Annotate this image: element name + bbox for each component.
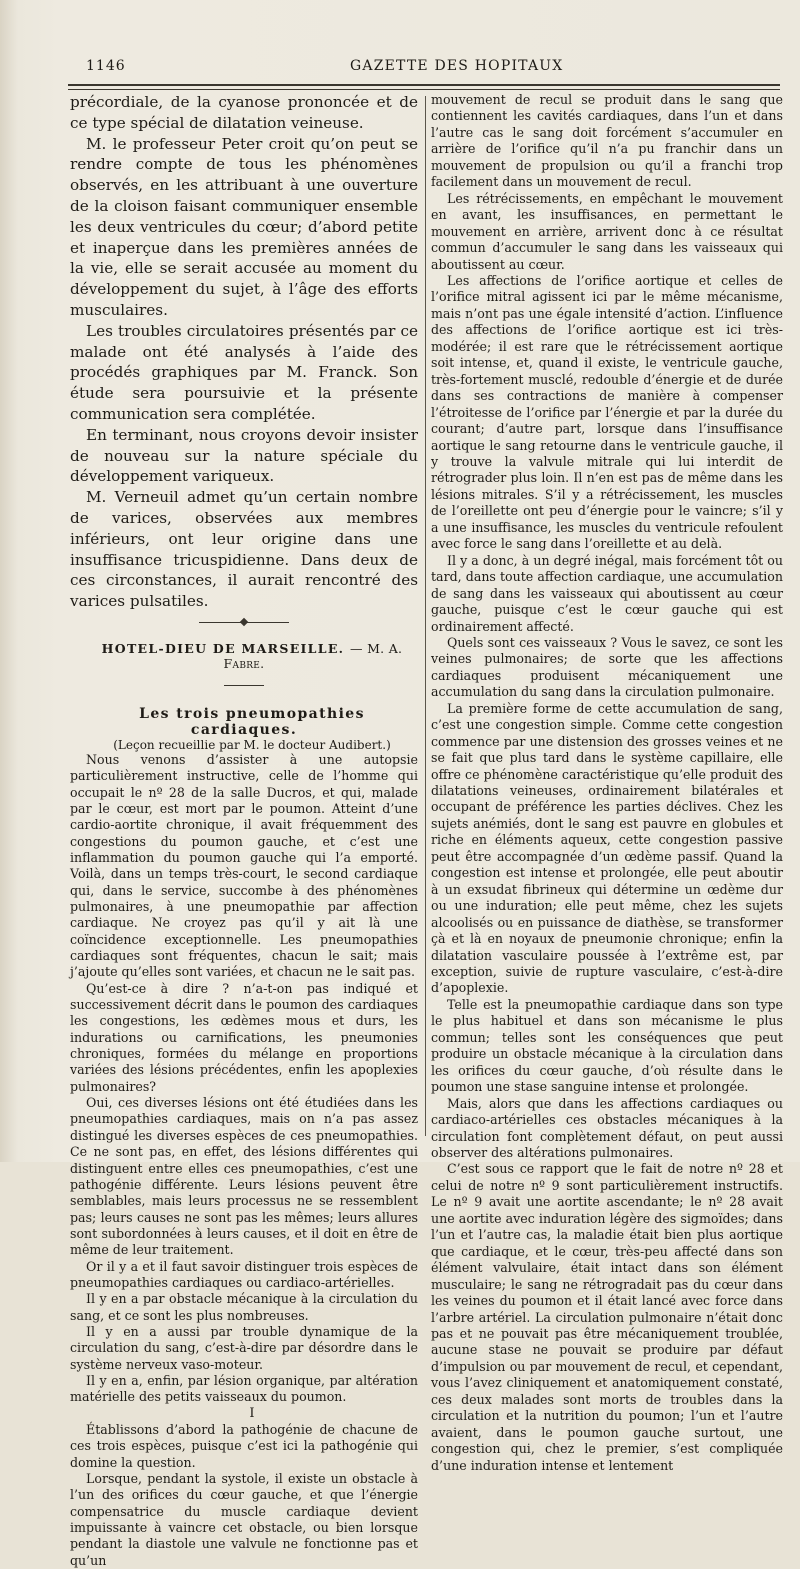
section-heading: [70, 641, 418, 671]
paragraph: Nous venons d’assister à une autopsie particulièrement instructive, celle de l’homme qui occupait le nº 28 de la salle Ducros, et qui, malade par le cœur, est mort par le poumon. Atteint d’une cardio-aortite chronique, il avait fréquemment des congestions du poumon gauche, et c’est une inflammation du poumon gauche qui l’a emporté. Voilà, dans un temps très-court, le second cardiaque qui, dans le service, succombe à des phénomènes pulmonaires, à une pneumopathie par affection cardiaque. Ne croyez pas qu’il y ait là une coïncidence exceptionnelle. Les pneumopathies cardiaques sont fréquentes, chacun le sait; mais j’ajoute qu’elles sont variées, et chacun ne le sait pas.: [70, 751, 418, 980]
paragraph: Or il y a et il faut savoir distinguer trois espèces de pneumopathies cardiaques ou cardiaco-artérielles.: [70, 1258, 418, 1290]
paragraph: Les troubles circulatoires présentés par ce malade ont été analysés à l’aide des procédés graphiques par M. Franck. Son étude sera poursuivie et la présente communication sera complétée.: [70, 321, 418, 423]
right-column: [431, 92, 783, 1474]
paragraph: Oui, ces diverses lésions ont été étudiées dans les pneumopathies cardiaques, mais on n’a pas assez distingué les diverses espèces de ces pneumopathies. Ce ne sont pas, en effet, des lésions différentes qui distinguent entre elles ces pneumopathies, c’est une pathogénie différente. Leurs lésions peuvent être semblables, mais leurs processus ne se ressemblent pas; leurs causes ne sont pas les mêmes; leurs allures sont subordonnées à leurs causes, et il doit en être de même de leur traitement.: [70, 1095, 418, 1258]
paragraph: Les affections de l’orifice aortique et celles de l’orifice mitral agissent ici par le même mécanisme, mais n’ont pas une égale intensité d’action. L’influence des affections de l’orifice aortique est ici très-modérée; il est rare que le rétrécissement aortique soit intense, et, quand il existe, le ventricule gauche, très-fortement musclé, redouble d’énergie et de durée dans ses contractions de manière à compenser l’étroitesse de l’orifice par l’énergie et par la durée du courant; d’autre part, lorsque dans l’insuffisance aortique le sang retourne dans le ventricule gauche, il y trouve la valvule mitrale qui lui interdit de rétrograder plus loin. Il n’en est pas de même dans les lésions mitrales. S’il y a rétrécissement, les muscles de l’oreillette ont peu d’énergie pour le vaincre; s’il y a une insuffisance, les muscles du ventricule refoulent avec force le sang dans l’oreillette et au delà.: [431, 272, 783, 552]
paragraph: Il y a donc, à un degré inégal, mais forcément tôt ou tard, dans toute affection cardiaque, une accumulation de sang dans les vaisseaux qui aboutissent au cœur gauche, puisque c’est le cœur gauche qui est ordinairement affecté.: [431, 552, 783, 634]
paragraph: La première forme de cette accumulation de sang, c’est une congestion simple. Comme cette congestion commence par une distension des grosses veines et ne se fait que plus tard dans le système capillaire, elle offre ce phénomène caractéristique qu’elle produit des dilatations veineuses, ordinairement bilatérales et occupant de préférence les parties déclives. Chez les sujets anémiés, dont le sang est pauvre en globules et riche en éléments aqueux, cette congestion passive peut être accompagnée d’un œdème passif. Quand la congestion est intense et prolongée, elle peut aboutir à un exsudat fibrineux qui détermine un œdème dur ou une induration; elle peut même, chez les sujets alcoolisés ou en puissance de diathèse, se transformer çà et là en noyaux de pneumonie chronique; enfin la dilatation vasculaire poussée à l’extrême est, par exception, suivie de rupture vasculaire, c’est-à-dire d’apoplexie.: [431, 700, 783, 996]
paragraph: En terminant, nous croyons devoir insister de nouveau sur la nature spéciale du développement variqueux.: [70, 425, 418, 486]
paragraph: Il y en a par obstacle mécanique à la circulation du sang, et ce sont les plus nombreuses.: [70, 1291, 418, 1323]
journal-title: GAZETTE DES HOPITAUX: [350, 58, 564, 74]
paragraph: mouvement de recul se produit dans le sang que contiennent les cavités cardiaques, dans l’un et dans l’autre cas le sang doit forcément s’accumuler en arrière de l’orifice qu’il n’a pu franchir dans un mouvement de propulsion ou qu’il a franchi trop facilement dans un mouvement de recul.: [431, 92, 783, 190]
column-divider: [425, 96, 426, 1136]
left-column: [70, 92, 418, 1569]
top-section: [70, 92, 418, 612]
paragraph: Telle est la pneumopathie cardiaque dans son type le plus habituel et dans son mécanisme le plus commun; telles sont les conséquences que peut produire un obstacle mécanique à la circulation dans les orifices du cœur gauche, d’où résulte dans le poumon une stase sanguine intense et prolongée.: [431, 996, 783, 1095]
paragraph: Qu’est-ce à dire ? n’a-t-on pas indiqué et successivement décrit dans le poumon des cardiaques les congestions, les œdèmes mous et durs, les indurations ou carnifications, les pneumonies chroniques, formées du mélange en proportions variées des lésions précédentes, enfin les apoplexies pulmonaires?: [70, 980, 418, 1094]
paragraph: précordiale, de la cyanose prononcée et de ce type spécial de dilatation veineuse.: [70, 93, 418, 132]
section-heading-title: HOTEL-DIEU DE MARSEILLE.: [101, 640, 345, 656]
header-rule-thin: [68, 89, 780, 90]
paragraph: Lorsque, pendant la systole, il existe un obstacle à l’un des orifices du cœur gauche, et que l’énergie compensatrice du muscle cardiaque devient impuissante à vaincre cet obstacle, ou bien lorsque pendant la diastole une valvule ne fonctionne pas et qu’un: [70, 1471, 418, 1568]
page-header: [0, 58, 800, 78]
roman-numeral: I: [249, 1405, 255, 1421]
header-rule: [68, 84, 780, 86]
paragraph: M. Verneuil admet qu’un certain nombre de varices, observées aux membres inférieurs, ont leur origine dans une insuffisance tricuspidienne. Dans deux de ces circonstances, il aurait rencontré des varices pulsatiles.: [70, 488, 418, 611]
paragraph: Quels sont ces vaisseaux ? Vous le savez, ce sont les veines pulmonaires; de sorte que les affections cardiaques produisent mécaniquement une accumulation du sang dans la circulation pulmonaire.: [431, 634, 783, 700]
paragraph: Établissons d’abord la pathogénie de chacune de ces trois espèces, puisque c’est ici la pathogénie qui domine la question.: [70, 1422, 418, 1470]
section-separator: [199, 622, 289, 623]
paragraph: Il y en a, enfin, par lésion organique, par altération matérielle des petits vaisseaux du poumon.: [70, 1372, 418, 1405]
section-author: — M. A. Fabre.: [223, 640, 403, 671]
lesson-body: [70, 752, 418, 1569]
paragraph: Mais, alors que dans les affections cardiaques ou cardiaco-artérielles ces obstacles mécaniques à la circulation font complètement défaut, on peut aussi observer des altérations pulmonaires.: [431, 1095, 783, 1160]
paragraph: M. le professeur Peter croit qu’on peut se rendre compte de tous les phénomènes observés, en les attribuant à une ouverture de la cloison faisant communiquer ensemble les deux ventricules du cœur; d’abord petite et inaperçue dans les premières années de la vie, elle se serait accusée au moment du développement du sujet, à l’âge des efforts musculaires.: [70, 134, 418, 319]
paragraph: Les rétrécissements, en empêchant le mouvement en avant, les insuffisances, en permettant le mouvement en arrière, arrivent donc à ce résultat commun d’accumuler le sang dans les vaisseaux qui aboutissent au cœur.: [431, 190, 783, 272]
lesson-title: Les trois pneumopathies cardiaques.: [139, 705, 365, 738]
page-number: 1146: [86, 58, 126, 74]
heading-rule: [224, 685, 264, 686]
lesson-subtitle: (Leçon recueillie par M. le docteur Audibert.): [113, 737, 391, 752]
paragraph: C’est sous ce rapport que le fait de notre nº 28 et celui de notre nº 9 sont particulièrement instructifs. Le nº 9 avait une aortite ascendante; le nº 28 avait une aortite avec induration légère des sigmoïdes; dans l’un et l’autre cas, la maladie était bien plus aortique que cardiaque, et le cœur, très-peu affecté dans son élément valvulaire, était intact dans son élément musculaire; le sang ne rétrogradait pas du cœur dans les veines du poumon et il était lancé avec force dans l’arbre artériel. La circulation pulmonaire n’était donc pas et ne pouvait pas être mécaniquement troublée, aucune stase ne pouvait se produire par défaut d’impulsion ou par mouvement de recul, et cependant, vous l’avez cliniquement et anatomiquement constaté, ces deux malades sont morts de troubles dans la circulation et la nutrition du poumon; l’un et l’autre avaient, dans le poumon gauche surtout, une congestion qui, chez le premier, s’est compliquée d’une induration intense et lentement: [431, 1161, 783, 1473]
paragraph: Il y en a aussi par trouble dynamique de la circulation du sang, c’est-à-dire par désordre dans le système nerveux vaso-moteur.: [70, 1323, 418, 1372]
